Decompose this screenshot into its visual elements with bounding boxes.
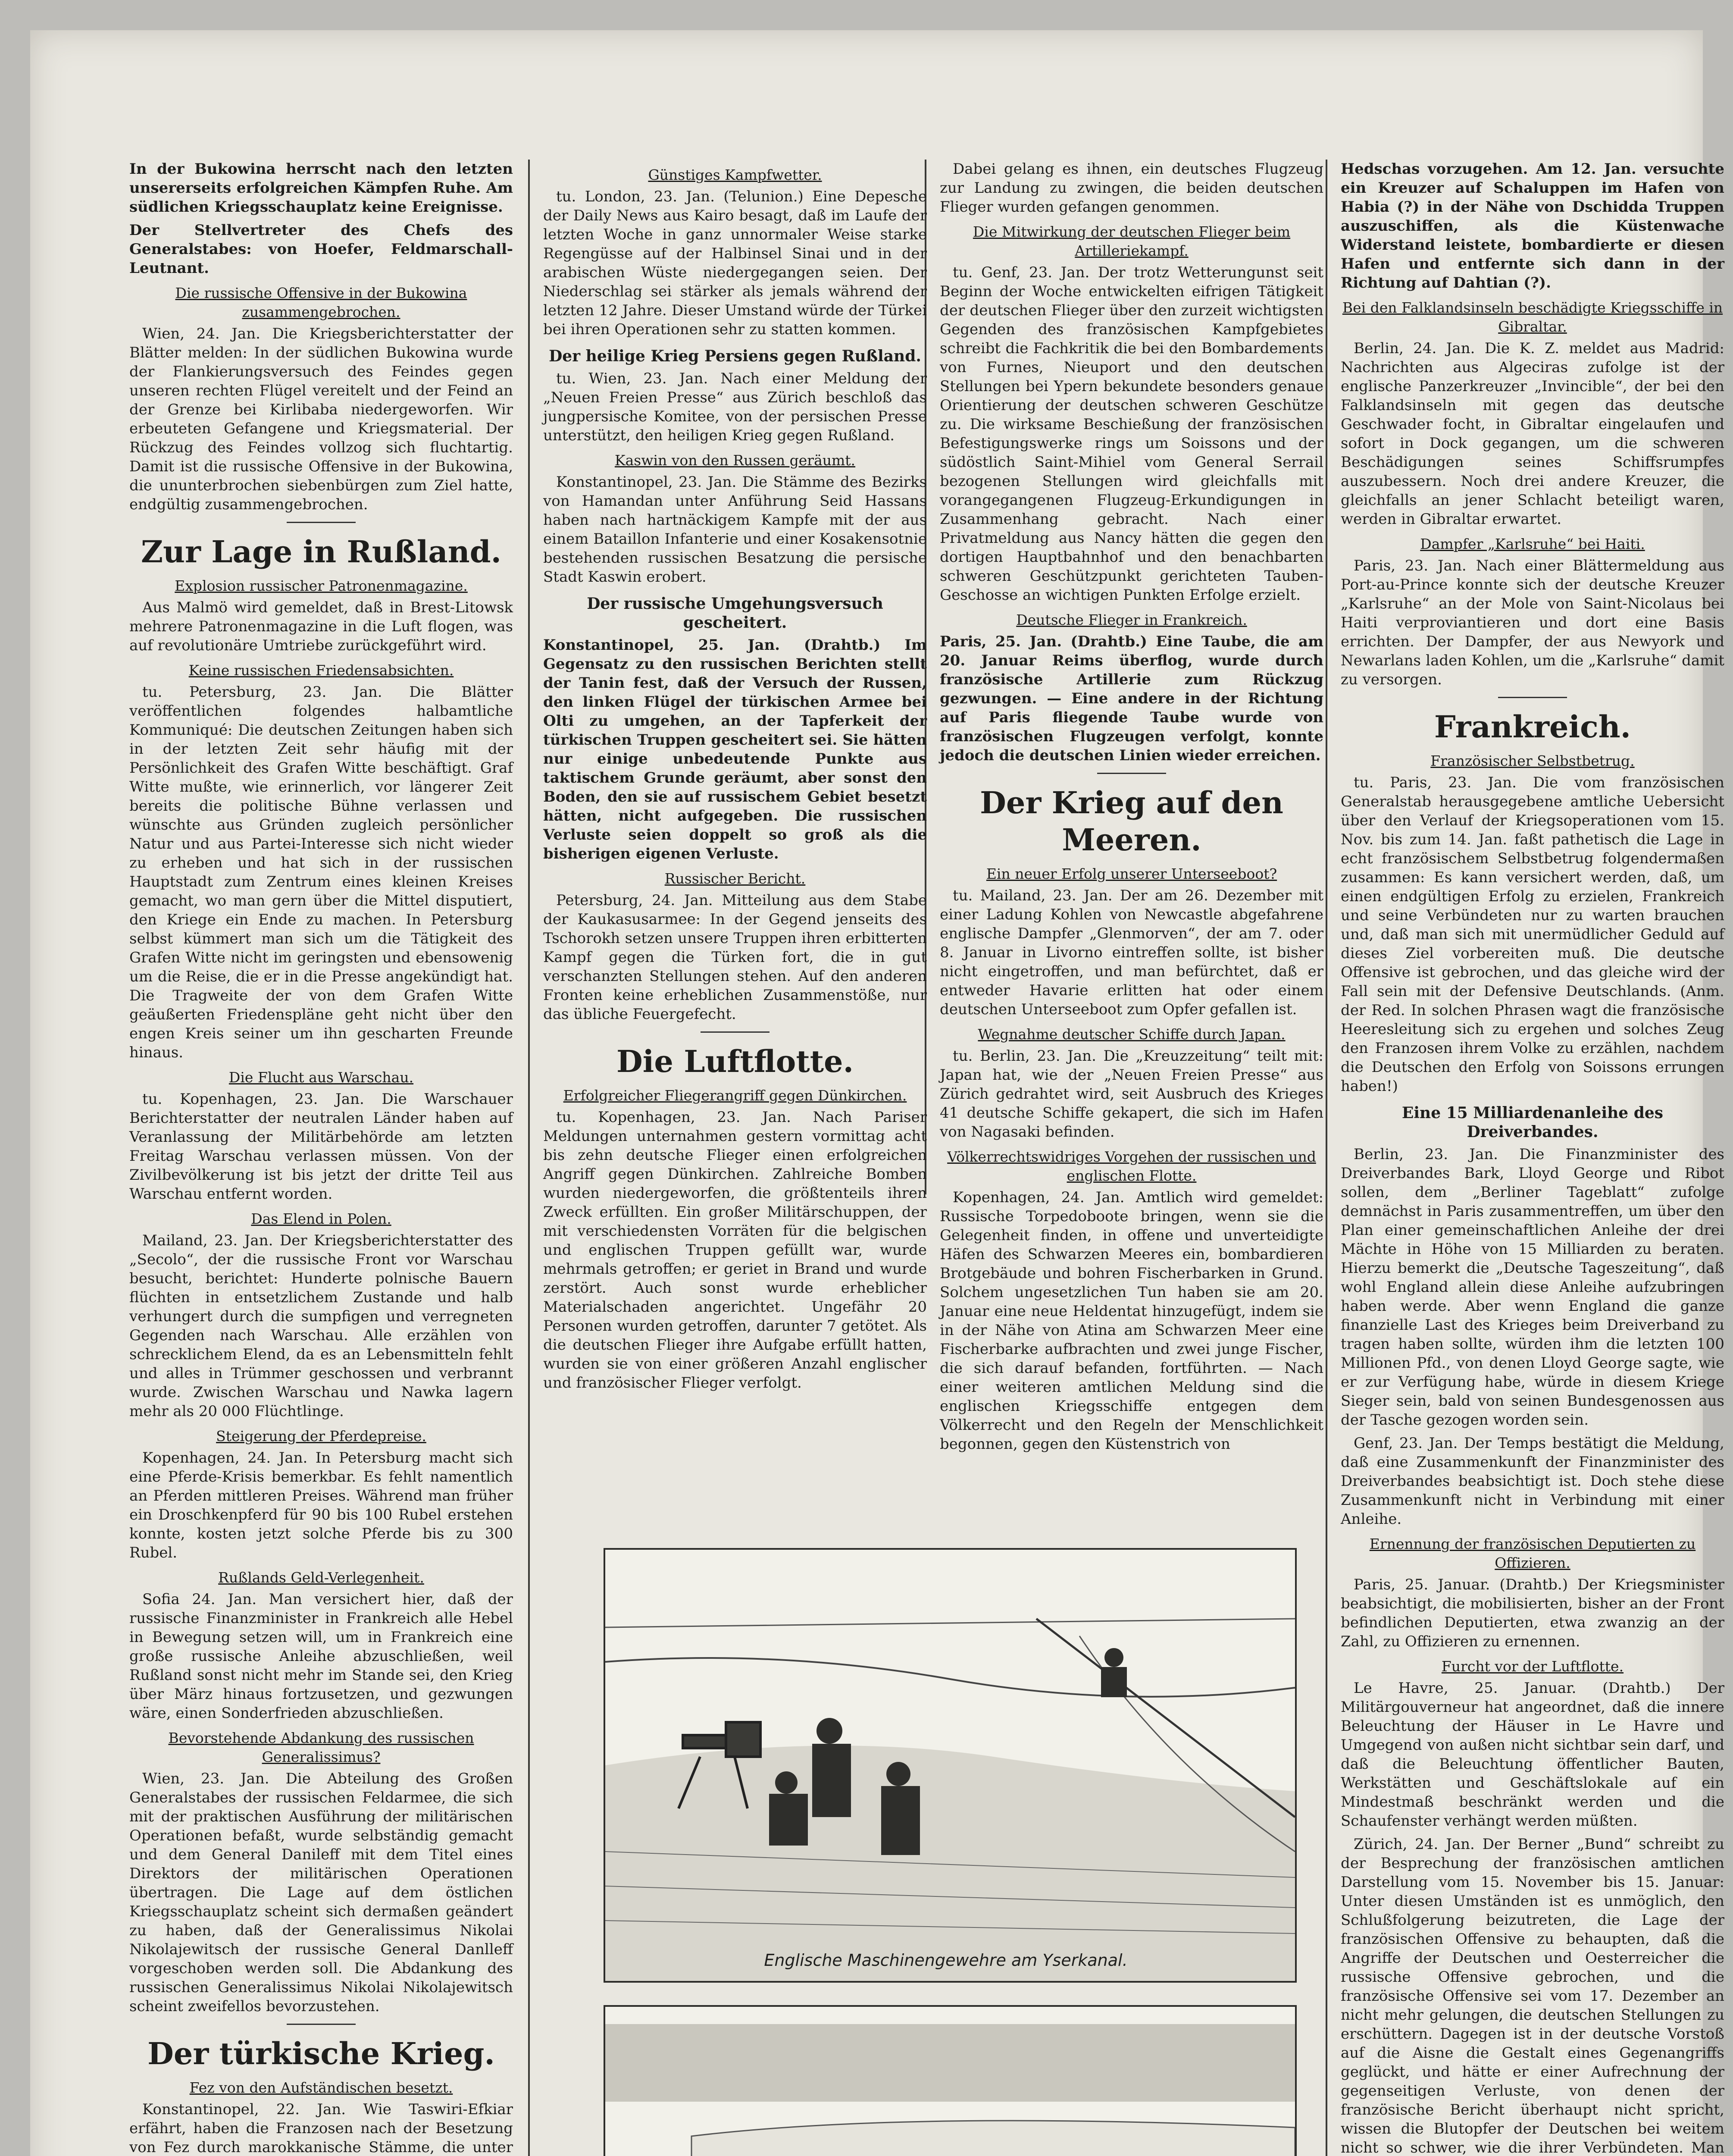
divider bbox=[1498, 697, 1567, 698]
subheading: Deutsche Flieger in Frankreich. bbox=[1016, 611, 1247, 628]
divider bbox=[1097, 773, 1166, 774]
illustration-block bbox=[604, 1548, 1293, 2156]
article-paragraph: Berlin, 23. Jan. Die Finanzminister des Dreiverbandes Bark, Lloyd George und Ribot sollen, dem „Berliner Tageblatt“ zufolge demnächst in Paris zusammentreffen, um über den Plan einer gemeinschaftlichen Anleihe der drei Mächte in Höhe von 15 Milliarden zu beraten. Hierzu bemerkt die „Deutsche Tageszeitung“, daß wohl England allein diese Anleihe aufzubringen haben werde. Aber wenn England die ganze finanzielle Last des Krieges beim Dreiverband zu tragen haben sollte, würden ihm die letzten 100 Millionen Pfd., von denen Lloyd George sagte, wie er zur Verfügung habe, würde in diesem Kriege Sieger sein, bald von seinen Bundesgenossen aus der Tasche gezogen worden sein. bbox=[1341, 1146, 1724, 1429]
article-paragraph: Kopenhagen, 24. Jan. Amtlich wird gemeldet: Russische Torpedoboote bringen, wenn sie die Gelegenheit finden, in offene und unverteidigte Häfen des Schwarzen Meeres ein, bombardieren Brotgebäude und bohren Fischerbarken in Grund. Solchem ungesetzlichen Tun haben sie am 20. Januar eine neue Heldentat hinzugefügt, indem sie in der Nähe von Atina am Schwarzen Meer eine Fischerbarke aufbrachten und zwei junge Fischer, die sich darauf befanden, fortführten. — Nach einer weiteren amtlichen Meldung sind die englischen Kriegsschiffe entgegen dem Völkerrecht und den Regeln der Menschlichkeit begonnen, gegen den Küstenstrich von bbox=[940, 1189, 1323, 1453]
subheading: Wegnahme deutscher Schiffe durch Japan. bbox=[978, 1026, 1286, 1043]
subheading: Steigerung der Pferdepreise. bbox=[216, 1428, 426, 1445]
article-paragraph: Zürich, 24. Jan. Der Berner „Bund“ schreibt zu der Besprechung der französischen amtlichen Darstellung vom 15. November bis 15. Januar: Unter diesen Umständen ist es unmöglich, den Schlußfolgerung beizutreten, die Lage der französischen Offensive zu behaupten, daß die Angriffe der Deutschen und Oesterreicher die russische Offensive gebrochen, und die französische Offensive sei vom 17. Dezember an nicht mehr gelungen, die deutschen Stellungen zu erschüttern. Dagegen ist in der deutsche Vorstoß auf die Aisne die Gestalt eines Gegenangriffs geglückt, und hätte er einer Aufrechnung der gegenseitigen Verluste, von denen der französische Bericht überhaupt nicht spricht, wissen die Blutopfer der Deutschen bei weitem nicht so schwer, wie die ihrer Verbündeten. Man bbox=[1341, 1836, 1724, 2156]
subheading: Ernennung der französischen Deputierten zu Offizieren. bbox=[1369, 1536, 1696, 1571]
subheading: Französischer Selbstbetrug. bbox=[1430, 752, 1635, 769]
intro-paragraph: In der Bukowina herrscht nach den letzten unsererseits erfolgreichen Kämpfen Ruhe. Am südlichen Kriegsschauplatz keine Ereignisse. bbox=[129, 160, 513, 216]
article-paragraph: Hedschas vorzugehen. Am 12. Jan. versuchte ein Kreuzer auf Schaluppen im Hafen von Habia (?) in der Nähe von Dschidda Truppen auszuschiffen, als die Küstenwache Widerstand leistete, bombardierte er diesen Hafen und entfernte sich dann in der Richtung auf Dahtian (?). bbox=[1341, 160, 1724, 291]
article-paragraph: tu. Petersburg, 23. Jan. Die Blätter veröffentlichen folgendes halbamtliche Kommuniqué: Die deutschen Zeitungen haben sich in der letzten Zeit sehr häufig mit der Persönlichkeit des Grafen Witte beschäftigt. Graf Witte mußte, wie erinnerlich, vor längerer Zeit bereits die politische Bühne verlassen und wünschte aus Gründen zugleich persönlicher Natur und aus Partei-Interesse sich nicht wieder zu erheben und hat sich in der russischen Hauptstadt zum Zentrum eines kleinen Kreises gemacht, wo man gern über die Mittel disputiert, den Kriege ein Ende zu machen. In Petersburg selbst kümmert man sich um die Tätigkeit des Grafen Witte nicht im geringsten und ebensowenig um die Reise, die er in die Presse angekündigt hat. Die Tragweite der von dem Grafen Witte geäußerten Friedenspläne geht nicht über den engen Kreis seiner um ihn gescharten Freunde hinaus. bbox=[129, 683, 513, 1061]
article-paragraph: Wien, 23. Jan. Die Abteilung des Großen Generalstabes der russischen Feldarmee, die sich mit der praktischen Ausführung der militärischen Operationen befaßt, wurde selbständig gemacht und dem General Danileff mit dem Titel eines Direktors der militärischen Operationen übertragen. Die Lage auf dem östlichen Kriegsschauplatz scheint sich dermaßen geändert zu haben, daß der Generalissimus Nikolai Nikolajewitsch der russische General Danlleff vorgeschoben werden soll. Die Abdankung des russischen Generalissimus Nikolai Nikolajewitsch scheint zweifellos bevorzustehen. bbox=[129, 1770, 513, 2015]
article-paragraph: Wien, 24. Jan. Die Kriegsberichterstatter der Blätter melden: In der südlichen Bukowina wurde der Flankierungsversuch des Feindes gegen unseren rechten Flügel vereitelt und der Feind an der Grenze bei Kirlibaba niedergeworfen. Wir erbeuteten Gefangene und Kriegsmaterial. Der Rückzug des Feindes vollzog sich fluchtartig. Damit ist die russische Offensive in der Bukowina, die ununterbrochen siebenbürgen zum Ziel hatte, endgültig zusammengebrochen. bbox=[129, 325, 513, 513]
column-4 bbox=[1341, 160, 1724, 2156]
article-paragraph: Genf, 23. Jan. Der Temps bestätigt die Meldung, daß eine Zusammenkunft der Finanzminister des Dreiverbandes beabsichtigt ist. Doch stehe diese Zusammenkunft nicht in Verbindung mit einer Anleihe. bbox=[1341, 1435, 1724, 1528]
signature-line: Der Stellvertreter des Chefs des Generalstabes: von Hoefer, Feldmarschall-Leutnant. bbox=[129, 222, 513, 277]
article-paragraph: tu. London, 23. Jan. (Telunion.) Eine Depesche der Daily News aus Kairo besagt, daß im Laufe der letzten Woche in ganz unnormaler Weise starke Regengüsse auf der Halbinsel Sinai und in der arabischen Wüste niedergegangen seien. Der Niederschlag sei stärker als jemals während der letzten 12 Jahre. Dieser Umstand würde der Türkei bei ihren Operationen sehr zu statten kommen. bbox=[543, 188, 927, 338]
subheading: Ein neuer Erfolg unserer Unterseeboot? bbox=[986, 865, 1277, 882]
article-paragraph: tu. Genf, 23. Jan. Der trotz Wetterungunst seit Beginn der Woche entwickelten eifrigen Tätigkeit der deutschen Flieger über den zurzeit wichtigsten Gegenden des französischen Kampfgebietes schreibt die Fachkritik die bei den Bombardements von Furnes, Nieuport und den deutschen Stellungen bei Ypern bekundete besonders genaue Orientierung der deutschen schweren Geschütze zu. Die wirksame Beschießung der französischen Befestigungswerke rings um Soissons und der südöstlich Saint-Mihiel vom General Serrail bezogenen Stellungen wird gleichfalls mit vorangegangenen Flugzeug-Erkundigungen in Zusammenhang gebracht. Nach einer Privatmeldung aus Nancy hätten die gegen den dortigen Hauptbahnhof und den benachbarten schweren Geschützpunkt gerichteten Tauben-Geschosse an wichtigen Punkten Erfolge erzielt. bbox=[940, 264, 1323, 604]
subheading: Die russische Offensive in der Bukowina zusammengebrochen. bbox=[175, 285, 467, 320]
section-heading: Der Krieg auf den Meeren. bbox=[980, 785, 1283, 858]
column-1 bbox=[129, 160, 513, 2156]
subheading: Russischer Bericht. bbox=[664, 870, 806, 887]
article-paragraph: Kopenhagen, 24. Jan. In Petersburg macht sich eine Pferde-Krisis bemerkbar. Es fehlt namentlich an Pferden mittleren Preises. Während man früher ein Droschkenpferd für 90 bis 100 Rubel erstehen konnte, kosten jetzt solche Pferde bis zu 300 Rubel. bbox=[129, 1449, 513, 1561]
section-heading: Frankreich. bbox=[1434, 709, 1631, 745]
illustration-trench bbox=[604, 2005, 1297, 2156]
article-paragraph: tu. Wien, 23. Jan. Nach einer Meldung der „Neuen Freien Presse“ aus Zürich beschloß das jungpersische Komitee, von der persischen Presse unterstützt, den heiligen Krieg gegen Rußland. bbox=[543, 370, 927, 444]
subheading: Völkerrechtswidriges Vorgehen der russischen und englischen Flotte. bbox=[947, 1148, 1316, 1184]
article-paragraph: Konstantinopel, 23. Jan. Die Stämme des Bezirks von Hamandan unter Anführung Seid Hassans haben nach hartnäckigem Kampfe mit der aus einem Bataillon Infanterie und einer Kosakensotnie bestehenden russischen Besatzung die persische Stadt Kaswin erobert. bbox=[543, 473, 927, 586]
article-paragraph: Paris, 25. Jan. (Drahtb.) Eine Taube, die am 20. Januar Reims überflog, wurde durch französische Artillerie zum Rückzug gezwungen. — Eine andere in der Richtung auf Paris fliegende Taube wurde von französischen Flugzeugen verfolgt, konnte jedoch die deutschen Linien wieder erreichen. bbox=[940, 633, 1323, 764]
subheading: Keine russischen Friedensabsichten. bbox=[188, 662, 454, 679]
column-rule bbox=[1326, 160, 1327, 2156]
article-paragraph: Petersburg, 24. Jan. Mitteilung aus dem Stabe der Kaukasusarmee: In der Gegend jenseits des Tschorokh setzen unsere Truppen ihren erbitterten Kampf gegen die Türken fort, die in gut verschanzten Stellungen stehen. Auf den anderen Fronten keine erheblichen Zusammenstöße, nur das übliche Feuergefecht. bbox=[543, 892, 927, 1023]
divider bbox=[287, 2024, 356, 2025]
column-3 bbox=[940, 160, 1323, 1458]
article-paragraph: Dabei gelang es ihnen, ein deutsches Flugzeug zur Landung zu zwingen, die beiden deutschen Flieger wurden gefangen genommen. bbox=[940, 160, 1323, 216]
subheading: Erfolgreicher Fliegerangriff gegen Dünkirchen. bbox=[563, 1087, 907, 1104]
article-paragraph: Berlin, 24. Jan. Die K. Z. meldet aus Madrid: Nachrichten aus Algeciras zufolge ist der englische Panzerkreuzer „Invincible“, der bei den Falklandsinseln mit gegen das deutsche Geschwader focht, in Gibraltar eingelaufen und sofort in Dock gegangen, um die schweren Beschädigungen seines Schiffsrumpfes auszubessern. Noch drei andere Kreuzer, die gleichfalls an jener Schlacht beteiligt waren, werden in Gibraltar erwartet. bbox=[1341, 340, 1724, 528]
subheading: Eine 15 Milliardenanleihe des Dreiverbandes. bbox=[1401, 1104, 1664, 1141]
article-paragraph: Mailand, 23. Jan. Der Kriegsberichterstatter des „Secolo“, der die russische Front vor Warschau besucht, berichtet: Hunderte polnische Bauern flüchten in entsetzlichem Zustande und halb verhungert durch die sumpfigen und verregneten Gegenden nach Warschau. Alle erzählen von schrecklichem Elend, da es an Lebensmitteln fehlt und alles in Trümmer geschossen und verbrannt wurde. Zwischen Warschau und Nawka lagern mehr als 20 000 Flüchtlinge. bbox=[129, 1232, 513, 1420]
machine-gun-sketch bbox=[605, 1550, 1295, 1981]
subheading: Fez von den Aufständischen besetzt. bbox=[189, 2079, 453, 2096]
trench-sketch bbox=[605, 2007, 1295, 2156]
subheading: Günstiges Kampfwetter. bbox=[648, 166, 822, 183]
article-paragraph: Le Havre, 25. Januar. (Drahtb.) Der Militärgouverneur hat angeordnet, daß die innere Beleuchtung der Häuser in Le Havre und Umgegend von außen nicht sichtbar sein darf, und daß die Beleuchtung öffentlicher Bauten, Werkstätten und Geschäftslokale auf ein Mindestmaß beschränkt werden und die Schaufenster verhängt werden müßten. bbox=[1341, 1680, 1724, 1830]
newspaper-page bbox=[30, 30, 1724, 2156]
subheading: Explosion russischer Patronenmagazine. bbox=[175, 577, 468, 594]
subheading: Rußlands Geld-Verlegenheit. bbox=[218, 1569, 424, 1586]
subheading: Der heilige Krieg Persiens gegen Rußland. bbox=[549, 347, 921, 365]
subheading: Kaswin von den Russen geräumt. bbox=[614, 452, 856, 469]
column-rule bbox=[528, 160, 530, 2156]
article-paragraph: tu. Paris, 23. Jan. Die vom französischen Generalstab herausgegebene amtliche Uebersicht über den Verlauf der Kriegsoperationen vom 15. Nov. bis zum 14. Jan. faßt pathetisch die Lage in echt französischem Selbstbetrug folgendermaßen zusammen: Es kann versichert werden, daß, um einen endgültigen Erfolg zu erzielen, Frankreich und seine Verbündeten nur zu warten brauchen und, daß man sich mit unermüdlicher Geduld auf dieses Ziel vorbereiten muß. Die deutsche Offensive ist gebrochen, und das gleiche wird der Fall sein mit der Defensive Deutschlands. (Anm. der Red. In solchen Phrasen wagt die französische Heeresleitung sich zu ergehen und solches Zeug den Franzosen ihrem Volke zu erzählen, nachdem die Deutschen den Erfolg von Soissons errungen haben!) bbox=[1341, 774, 1724, 1095]
subheading: Dampfer „Karlsruhe“ bei Haiti. bbox=[1420, 536, 1645, 552]
column-2 bbox=[543, 160, 927, 1397]
subheading: Der russische Umgehungsversuch gescheitert. bbox=[587, 595, 883, 632]
article-paragraph: Konstantinopel, 25. Jan. (Drahtb.) Im Gegensatz zu den russischen Berichten stellt der Tanin fest, daß der Versuch der Russen, den linken Flügel der türkischen Armee bei Olti zu umgehen, an der Tapferkeit der türkischen Truppen gescheitert sei. Sie hätten nur einige unbedeutende Punkte aus taktischem Grunde geräumt, aber sonst den Boden, den sie auf russischem Gebiet besetzt hätten, nicht aufgegeben. Die russischen Verluste seien doppelt so groß als die bisherigen eigenen Verluste. bbox=[543, 636, 927, 862]
article-paragraph: Aus Malmö wird gemeldet, daß in Brest-Litowsk mehrere Patronenmagazine in die Luft flogen, was auf revolutionäre Umtriebe zurückgeführt wird. bbox=[129, 599, 513, 654]
article-paragraph: Paris, 25. Januar. (Drahtb.) Der Kriegsminister beabsichtigt, die mobilisierten, bisher an der Front befindlichen Deputierten, etwa zwanzig an der Zahl, zu Offizieren zu ernennen. bbox=[1341, 1576, 1724, 1650]
subheading: Die Flucht aus Warschau. bbox=[228, 1069, 414, 1086]
section-heading: Die Luftflotte. bbox=[616, 1044, 854, 1079]
illustration-machine-guns bbox=[604, 1548, 1297, 1983]
subheading: Die Mitwirkung der deutschen Flieger beim Artilleriekampf. bbox=[973, 223, 1291, 259]
article-paragraph: Konstantinopel, 22. Jan. Wie Taswiri-Efkiar erfährt, haben die Franzosen nach der Besetzung von Fez durch marokkanische Stämme, die unter bbox=[129, 2101, 513, 2156]
article-paragraph: tu. Kopenhagen, 23. Jan. Die Warschauer Berichterstatter der neutralen Länder haben auf Veranlassung der Militärbehörde am letzten Freitag Warschau verlassen müssen. Von der Zivilbevölkerung ist bis jetzt der dritte Teil aus Warschau entfernt worden. bbox=[129, 1091, 513, 1203]
divider bbox=[287, 522, 356, 523]
section-heading: Der türkische Krieg. bbox=[147, 2036, 495, 2071]
subheading: Furcht vor der Luftflotte. bbox=[1441, 1658, 1624, 1675]
article-paragraph: tu. Mailand, 23. Jan. Der am 26. Dezember mit einer Ladung Kohlen von Newcastle abgefahrene englische Dampfer „Glenmorven“, der am 7. oder 8. Januar in Livorno eintreffen sollte, ist bisher nicht eingetroffen, und man befürchtet, daß er entweder Havarie erlitten hat oder einem deutschen Unterseeboot zum Opfer gefallen ist. bbox=[940, 887, 1323, 1018]
article-paragraph: tu. Kopenhagen, 23. Jan. Nach Pariser Meldungen unternahmen gestern vormittag acht bis zehn deutsche Flieger einen erfolgreichen Angriff gegen Dünkirchen. Zahlreiche Bomben wurden niedergeworfen, die größtenteils ihren Zweck erfüllten. Ein großer Militärschuppen, der mit verschiedensten Vorräten für die belgischen und englischen Truppen gefüllt war, wurde mehrmals getroffen; er geriet in Brand und wurde zerstört. Auch sonst wurde erheblicher Materialschaden angerichtet. Ungefähr 20 Personen wurden getroffen, darunter 7 getötet. Als die deutschen Flieger ihre Aufgabe erfüllt hatten, wurden sie von einer größeren Anzahl englischer und französischer Flieger verfolgt. bbox=[543, 1109, 927, 1391]
subheading: Bei den Falklandsinseln beschädigte Kriegsschiffe in Gibraltar. bbox=[1342, 299, 1723, 335]
article-paragraph: Sofia 24. Jan. Man versichert hier, daß der russische Finanzminister in Frankreich alle Hebel in Bewegung setzen will, um in Frankreich eine große russische Anleihe abzuschließen, weil Rußland sonst nicht mehr im Stande sei, den Krieg über März hinaus fortzusetzen, und gezwungen wäre, einen Sonderfrieden abzuschließen. bbox=[129, 1591, 513, 1722]
section-heading: Zur Lage in Rußland. bbox=[141, 534, 501, 570]
divider bbox=[701, 1031, 770, 1033]
figure-caption: Englische Maschinengewehre am Yserkanal. bbox=[764, 1951, 1128, 1970]
article-paragraph: tu. Berlin, 23. Jan. Die „Kreuzzeitung“ teilt mit: Japan hat, wie der „Neuen Freien Presse“ aus Zürich gedrahtet wird, seit Ausbruch des Krieges 41 deutsche Schiffe gekapert, die sich im Hafen von Nagasaki befinden. bbox=[940, 1047, 1323, 1141]
subheading: Das Elend in Polen. bbox=[251, 1210, 391, 1227]
article-paragraph: Paris, 23. Jan. Nach einer Blättermeldung aus Port-au-Prince konnte sich der deutsche Kreuzer „Karlsruhe“ an der Mole von Saint-Nicolaus bei Haiti verproviantieren und dort eine Basis errichten. Der Dampfer, der aus Newyork und Newarlans laden Kohlen, um die „Karlsruhe“ damit zu versorgen. bbox=[1341, 557, 1724, 688]
subheading: Bevorstehende Abdankung des russischen Generalissimus? bbox=[168, 1730, 474, 1765]
